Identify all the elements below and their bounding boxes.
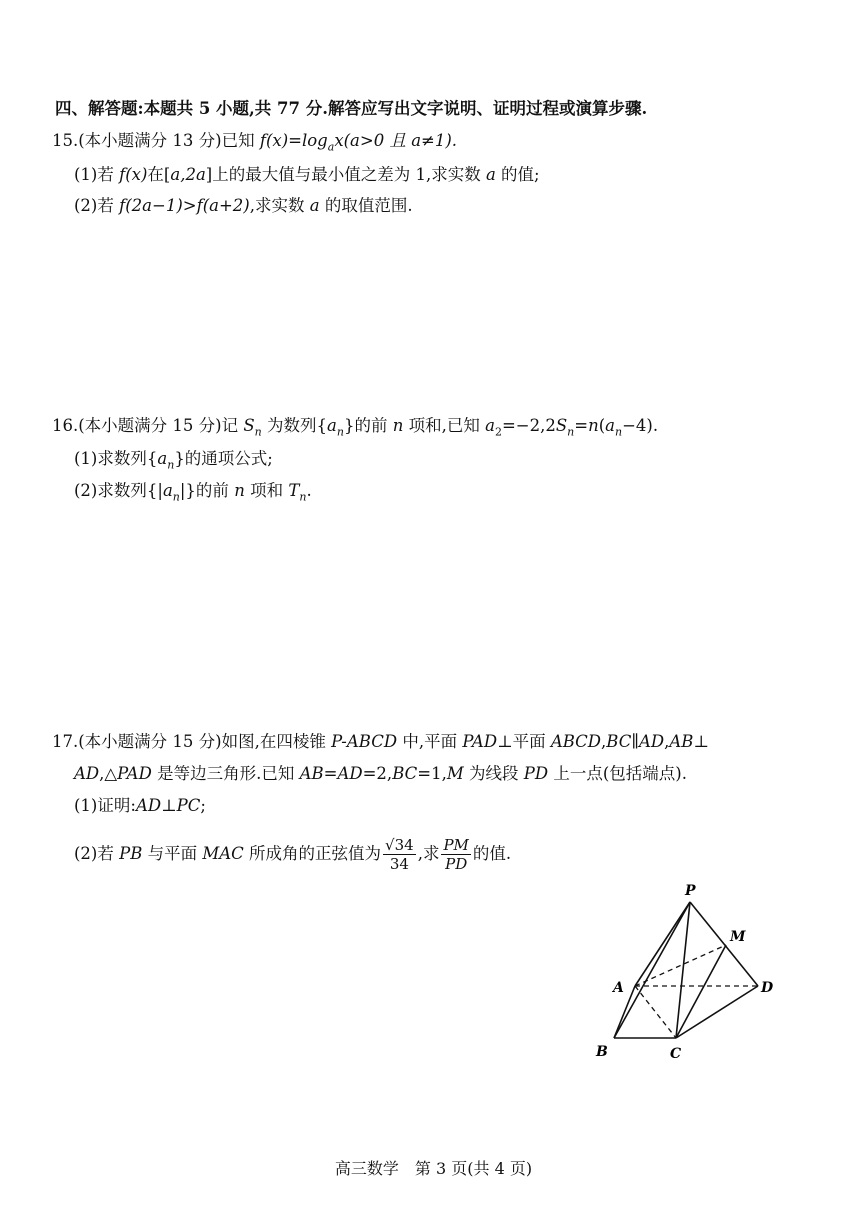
fraction-pm-over-pd: $\frac{PM}{PD}$ — [443, 836, 469, 873]
label-d: D — [761, 980, 774, 996]
q16-intro: 16.(本小题满分 15 分)记 $S_n$ 为数列$\{a_n\}$的前 n 项和,已知 $a_2=-2,2S_n=n(a_n-4)$. — [52, 416, 659, 439]
label-b: B — [596, 1044, 608, 1060]
q15-intro: 15.(本小题满分 13 分)已知 $f(x)=\log_ax(a>0$ 且 a≠1). — [52, 131, 458, 154]
label-a: A — [613, 980, 624, 996]
q17-part2: (2)若 PB 与平面 MAC 所成角的正弦值为 $\frac{√34}{34}$ ,求 $\frac{PM}{PD}$ 的值. — [74, 836, 512, 873]
edge-ac-dashed — [635, 986, 676, 1038]
label-p: P — [685, 883, 696, 899]
section-header: 四、解答题:本题共 5 小题,共 77 分.解答应写出文字说明、证明过程或演算步骤. — [55, 99, 648, 118]
q17-line2: AD,△PAD 是等边三角形.已知 AB=AD=2,BC=1,M 为线段 PD 上一点(包括端点). — [74, 764, 687, 783]
q17-part1: (1)证明:AD⊥PC; — [74, 796, 206, 815]
label-c: C — [670, 1046, 682, 1062]
edge-pd — [690, 902, 758, 986]
page-footer: 高三数学 第 3 页(共 4 页) — [334, 1159, 533, 1178]
q15-part2: (2)若 f(2a−1)>f(a+2),求实数 a 的取值范围. — [74, 196, 413, 215]
label-m: M — [730, 929, 746, 945]
q16-part2: (2)求数列$\{|a_n|\}$的前 n 项和 $T_n$. — [74, 481, 312, 504]
pyramid-figure — [580, 878, 790, 1068]
edge-cd — [676, 986, 758, 1038]
q16-part1: (1)求数列$\{a_n\}$的通项公式; — [74, 449, 273, 472]
fraction-sqrt34-over-34: $\frac{√34}{34}$ — [385, 836, 414, 873]
q15-part1: (1)若 f(x)在[a,2a]上的最大值与最小值之差为 1,求实数 a 的值; — [74, 165, 540, 184]
q17-line1: 17.(本小题满分 15 分)如图,在四棱锥 P-ABCD 中,平面 PAD⊥平面 ABCD,BC∥AD,AB⊥ — [52, 732, 709, 751]
